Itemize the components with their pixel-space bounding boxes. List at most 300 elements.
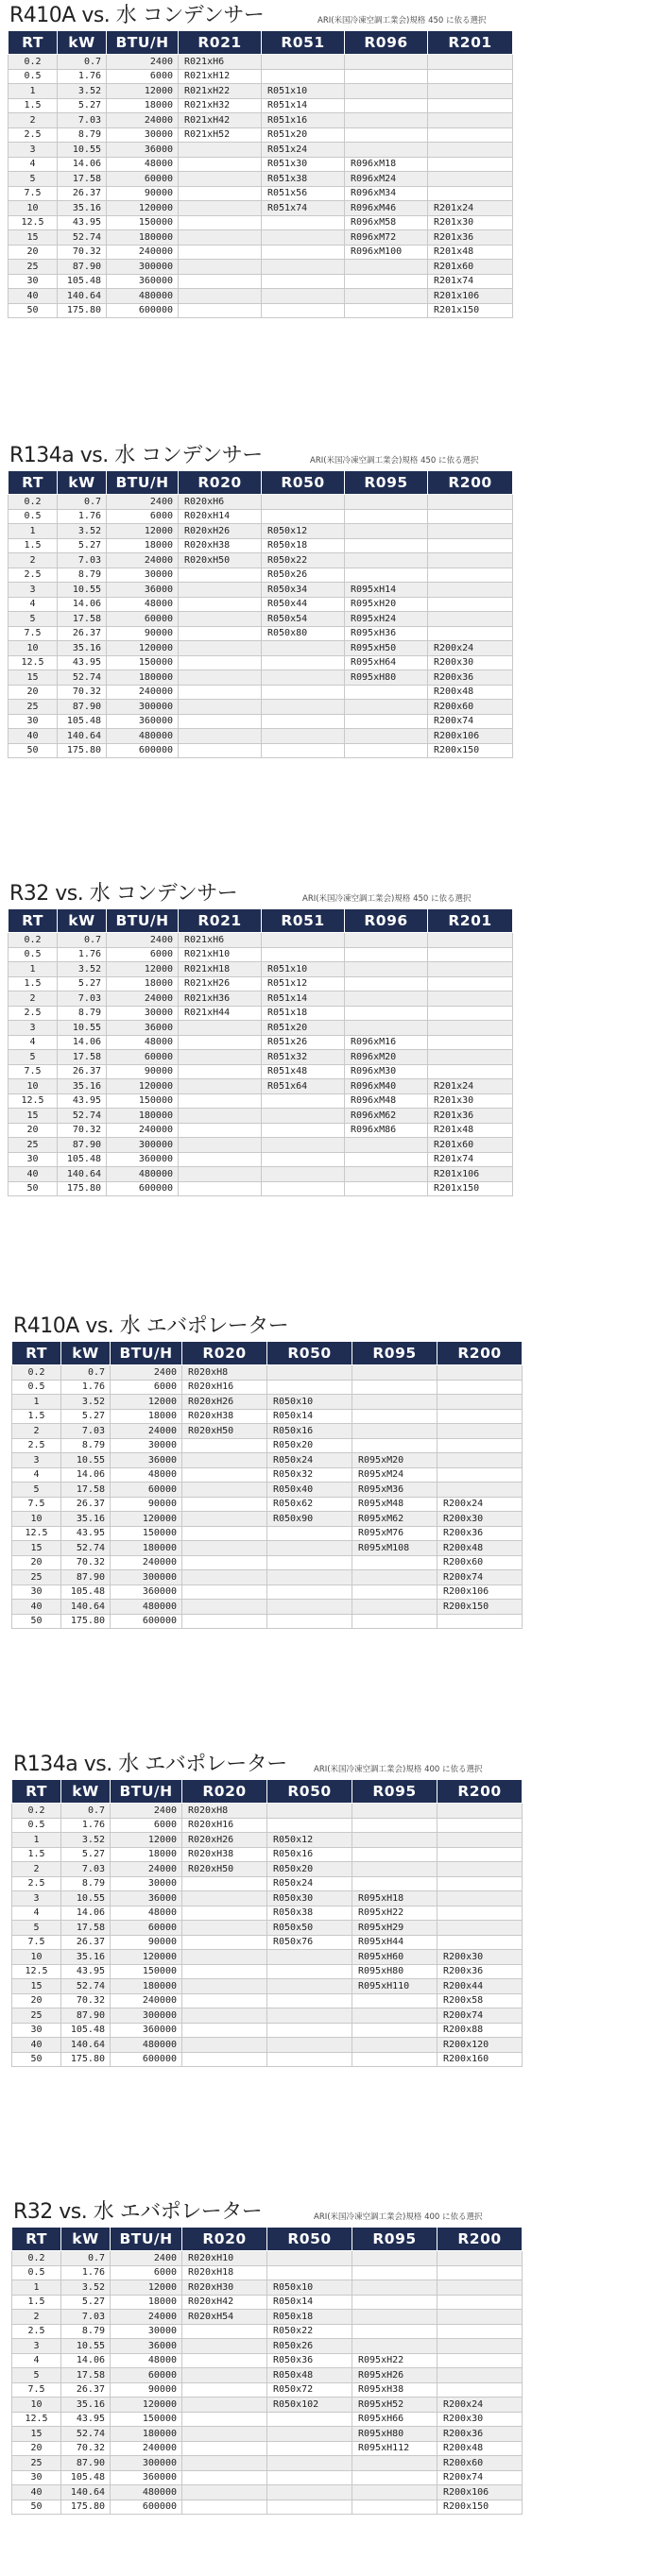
table-row: [9, 186, 513, 201]
rt-cell: 10: [12, 1950, 61, 1965]
btu-cell: 24000: [111, 1424, 182, 1439]
model-cell: [345, 55, 428, 70]
rt-cell: 20: [12, 1555, 61, 1570]
model-cell: [182, 1541, 267, 1556]
model-cell: R201x74: [428, 274, 513, 289]
table-row: [12, 2470, 523, 2485]
model-cell: [345, 743, 428, 758]
btu-cell: 60000: [111, 1921, 182, 1936]
btu-cell: 300000: [111, 2008, 182, 2024]
model-cell: [345, 933, 428, 948]
model-cell: [262, 260, 345, 275]
model-cell: [352, 2456, 438, 2471]
model-cell: [179, 157, 262, 172]
table-row: [12, 1526, 523, 1541]
rt-cell: 15: [12, 1541, 61, 1556]
model-cell: R201x36: [428, 1109, 513, 1124]
model-cell: [438, 2265, 523, 2280]
kw-cell: 43.95: [58, 655, 107, 670]
model-cell: [262, 495, 345, 510]
model-cell: [182, 1453, 267, 1468]
model-cell: R095xM76: [352, 1526, 438, 1541]
table-row: [12, 2339, 523, 2354]
rt-cell: 30: [9, 274, 58, 289]
model-cell: R050x36: [267, 2353, 352, 2368]
table-row: [9, 55, 513, 70]
model-cell: [345, 991, 428, 1007]
table-row: [9, 1035, 513, 1050]
table-row: [9, 1123, 513, 1138]
model-cell: R095xH20: [345, 597, 428, 612]
model-cell: [345, 947, 428, 962]
model-cell: R201x150: [428, 1181, 513, 1196]
model-cell: [352, 2023, 438, 2038]
model-cell: [267, 1950, 352, 1965]
model-cell: R050x76: [267, 1935, 352, 1950]
table-row: [9, 215, 513, 230]
btu-cell: 600000: [107, 1181, 179, 1196]
rt-cell: 10: [9, 641, 58, 656]
kw-cell: 0.7: [61, 2251, 111, 2266]
kw-cell: 175.80: [61, 1614, 111, 1629]
model-cell: [179, 626, 262, 641]
btu-cell: 90000: [111, 1935, 182, 1950]
model-cell: [428, 98, 513, 113]
model-cell: R200x30: [428, 655, 513, 670]
model-cell: R021xH36: [179, 991, 262, 1007]
rt-cell: 0.2: [9, 55, 58, 70]
model-cell: [179, 1079, 262, 1094]
model-cell: [438, 1467, 523, 1483]
model-cell: [267, 2008, 352, 2024]
table-row: [12, 1438, 523, 1453]
btu-cell: 150000: [107, 1093, 179, 1109]
model-cell: [352, 2339, 438, 2354]
kw-cell: 17.58: [61, 1921, 111, 1936]
model-cell: [352, 2280, 438, 2296]
section-header: [11, 1313, 523, 1341]
table-row: [12, 2382, 523, 2398]
btu-cell: 150000: [111, 2412, 182, 2427]
model-cell: [428, 1064, 513, 1079]
model-cell: R200x24: [428, 641, 513, 656]
model-cell: [179, 1064, 262, 1079]
selection-table: [11, 2227, 523, 2515]
table-row: [9, 245, 513, 260]
table-row: [12, 1512, 523, 1527]
table-row: [9, 655, 513, 670]
btu-cell: 300000: [107, 260, 179, 275]
rt-cell: 0.5: [9, 69, 58, 84]
model-cell: [352, 1395, 438, 1410]
model-cell: R096xM62: [345, 1109, 428, 1124]
btu-cell: 150000: [107, 655, 179, 670]
model-cell: [267, 1804, 352, 1819]
model-cell: [267, 1818, 352, 1833]
kw-cell: 87.90: [58, 700, 107, 715]
kw-cell: 26.37: [61, 1935, 111, 1950]
model-cell: R200x30: [438, 1950, 523, 1965]
model-cell: [262, 1138, 345, 1153]
section-title: R410A vs. 水 エバポレーター: [13, 1314, 289, 1338]
rt-cell: 15: [9, 230, 58, 246]
rt-cell: 40: [9, 1167, 58, 1182]
kw-cell: 8.79: [58, 1006, 107, 1021]
table-row: [12, 1541, 523, 1556]
column-header: BTU/H: [111, 1342, 182, 1365]
model-cell: [179, 729, 262, 744]
kw-cell: 140.64: [61, 2038, 111, 2053]
model-cell: [267, 1380, 352, 1395]
model-cell: [352, 2251, 438, 2266]
kw-cell: 87.90: [61, 1570, 111, 1585]
kw-cell: 43.95: [61, 2412, 111, 2427]
model-cell: [179, 1167, 262, 1182]
model-cell: [262, 303, 345, 318]
model-cell: R200x150: [428, 743, 513, 758]
model-cell: R021xH32: [179, 98, 262, 113]
model-cell: [179, 230, 262, 246]
model-cell: R200x120: [438, 2038, 523, 2053]
rt-cell: 20: [9, 245, 58, 260]
btu-cell: 360000: [111, 2023, 182, 2038]
kw-cell: 87.90: [61, 2456, 111, 2471]
model-cell: [345, 685, 428, 700]
rt-cell: 7.5: [9, 186, 58, 201]
model-cell: [182, 2052, 267, 2067]
btu-cell: 48000: [111, 2353, 182, 2368]
model-cell: [182, 2023, 267, 2038]
model-cell: [182, 2353, 267, 2368]
btu-cell: 18000: [107, 976, 179, 991]
model-cell: R051x18: [262, 1006, 345, 1021]
table-row: [12, 2427, 523, 2442]
table-row: [12, 1891, 523, 1907]
kw-cell: 14.06: [58, 597, 107, 612]
model-cell: R200x44: [438, 1979, 523, 1994]
table-row: [9, 98, 513, 113]
btu-cell: 30000: [107, 568, 179, 583]
model-cell: R096xM40: [345, 1079, 428, 1094]
model-cell: [345, 538, 428, 553]
column-header: R095: [352, 2228, 438, 2251]
model-cell: [352, 2324, 438, 2339]
btu-cell: 120000: [111, 2398, 182, 2413]
rt-cell: 5: [12, 1921, 61, 1936]
btu-cell: 24000: [107, 991, 179, 1007]
kw-cell: 52.74: [58, 230, 107, 246]
model-cell: R051x48: [262, 1064, 345, 1079]
rt-cell: 10: [12, 2398, 61, 2413]
model-cell: [428, 962, 513, 977]
kw-cell: 140.64: [61, 1600, 111, 1615]
model-cell: [428, 1050, 513, 1065]
btu-cell: 18000: [107, 538, 179, 553]
kw-cell: 5.27: [61, 1409, 111, 1424]
rt-cell: 30: [12, 1585, 61, 1600]
btu-cell: 30000: [107, 1006, 179, 1021]
model-cell: [345, 1138, 428, 1153]
rt-cell: 20: [9, 685, 58, 700]
kw-cell: 0.7: [61, 1365, 111, 1381]
kw-cell: 43.95: [61, 1526, 111, 1541]
model-cell: R050x16: [267, 1847, 352, 1862]
model-cell: [179, 612, 262, 627]
model-cell: R051x74: [262, 201, 345, 216]
btu-cell: 6000: [107, 69, 179, 84]
rt-cell: 7.5: [12, 1497, 61, 1512]
model-cell: R095xH50: [345, 641, 428, 656]
table-row: [12, 2398, 523, 2413]
model-cell: R095xH44: [352, 1935, 438, 1950]
kw-cell: 52.74: [58, 1109, 107, 1124]
model-cell: R051x26: [262, 1035, 345, 1050]
model-cell: [438, 1424, 523, 1439]
model-cell: R201x60: [428, 260, 513, 275]
model-cell: [182, 1555, 267, 1570]
btu-cell: 12000: [111, 2280, 182, 2296]
rt-cell: 4: [12, 2353, 61, 2368]
btu-cell: 60000: [107, 1050, 179, 1065]
table-row: [12, 2412, 523, 2427]
model-cell: R050x14: [267, 2295, 352, 2310]
table-row: [9, 1079, 513, 1094]
btu-cell: 12000: [107, 524, 179, 539]
model-cell: R096xM100: [345, 245, 428, 260]
kw-cell: 175.80: [58, 743, 107, 758]
model-cell: R021xH6: [179, 933, 262, 948]
model-cell: [179, 743, 262, 758]
column-header: RT: [12, 1780, 61, 1804]
btu-cell: 90000: [107, 1064, 179, 1079]
kw-cell: 35.16: [58, 201, 107, 216]
model-cell: R051x16: [262, 113, 345, 128]
spec-section: [11, 1751, 523, 2067]
table-row: [9, 1152, 513, 1167]
standard-note: ARI(米国冷凍空調工業会)規格 450 に依る選択: [302, 894, 472, 904]
btu-cell: 24000: [111, 2310, 182, 2325]
rt-cell: 7.5: [9, 626, 58, 641]
model-cell: [352, 1862, 438, 1877]
model-cell: [352, 1438, 438, 1453]
table-row: [9, 641, 513, 656]
model-cell: [345, 113, 428, 128]
column-header: BTU/H: [107, 471, 179, 495]
model-cell: R200x58: [438, 1993, 523, 2008]
table-row: [12, 1979, 523, 1994]
rt-cell: 10: [12, 1512, 61, 1527]
btu-cell: 240000: [107, 1123, 179, 1138]
column-header: R050: [267, 1780, 352, 1804]
model-cell: [267, 1585, 352, 1600]
section-title: R32 vs. 水 エバポレーター: [13, 2200, 263, 2224]
kw-cell: 14.06: [58, 1035, 107, 1050]
model-cell: R200x74: [438, 2470, 523, 2485]
rt-cell: 40: [9, 729, 58, 744]
model-cell: [352, 2265, 438, 2280]
table-row: [12, 2008, 523, 2024]
btu-cell: 180000: [111, 1979, 182, 1994]
model-cell: R050x44: [262, 597, 345, 612]
table-row: [9, 113, 513, 128]
kw-cell: 0.7: [58, 495, 107, 510]
model-cell: [352, 1993, 438, 2008]
table-row: [12, 1483, 523, 1498]
model-cell: R050x16: [267, 1424, 352, 1439]
model-cell: [352, 1380, 438, 1395]
model-cell: [182, 1512, 267, 1527]
model-cell: [179, 1152, 262, 1167]
model-cell: R051x32: [262, 1050, 345, 1065]
header-row: [9, 31, 513, 55]
btu-cell: 36000: [111, 2339, 182, 2354]
model-cell: R020xH38: [182, 1847, 267, 1862]
model-cell: [352, 1570, 438, 1585]
rt-cell: 12.5: [12, 1526, 61, 1541]
model-cell: [352, 2485, 438, 2500]
model-cell: R051x30: [262, 157, 345, 172]
model-cell: [262, 1181, 345, 1196]
model-cell: [345, 84, 428, 99]
rt-cell: 12.5: [9, 655, 58, 670]
model-cell: [345, 1152, 428, 1167]
model-cell: R021xH42: [179, 113, 262, 128]
model-cell: R050x90: [267, 1512, 352, 1527]
table-row: [12, 2295, 523, 2310]
model-cell: [428, 127, 513, 143]
table-row: [12, 1380, 523, 1395]
kw-cell: 14.06: [61, 2353, 111, 2368]
rt-cell: 1.5: [12, 1847, 61, 1862]
model-cell: [179, 1138, 262, 1153]
model-cell: R020xH6: [179, 495, 262, 510]
model-cell: [267, 1570, 352, 1585]
btu-cell: 180000: [111, 1541, 182, 1556]
kw-cell: 105.48: [58, 714, 107, 729]
model-cell: [182, 2382, 267, 2398]
rt-cell: 2: [9, 553, 58, 568]
rt-cell: 1: [9, 962, 58, 977]
model-cell: [345, 976, 428, 991]
model-cell: [428, 553, 513, 568]
model-cell: [182, 2441, 267, 2456]
model-cell: R201x30: [428, 215, 513, 230]
model-cell: R050x54: [262, 612, 345, 627]
model-cell: [182, 2500, 267, 2515]
table-row: [12, 1409, 523, 1424]
btu-cell: 480000: [111, 1600, 182, 1615]
model-cell: [267, 2412, 352, 2427]
model-cell: [438, 1804, 523, 1819]
btu-cell: 150000: [111, 1526, 182, 1541]
column-header: R095: [352, 1342, 438, 1365]
column-header: BTU/H: [111, 1780, 182, 1804]
model-cell: R050x24: [267, 1453, 352, 1468]
btu-cell: 300000: [107, 1138, 179, 1153]
btu-cell: 600000: [111, 2500, 182, 2515]
model-cell: R051x20: [262, 1021, 345, 1036]
model-cell: R095xH64: [345, 655, 428, 670]
model-cell: R200x60: [438, 2456, 523, 2471]
btu-cell: 48000: [107, 1035, 179, 1050]
table-row: [12, 1453, 523, 1468]
column-header: R200: [438, 1342, 523, 1365]
rt-cell: 15: [12, 2427, 61, 2442]
model-cell: [182, 2339, 267, 2354]
model-cell: R050x18: [267, 2310, 352, 2325]
kw-cell: 35.16: [58, 641, 107, 656]
model-cell: [182, 1570, 267, 1585]
model-cell: R021xH18: [179, 962, 262, 977]
rt-cell: 0.5: [9, 947, 58, 962]
kw-cell: 140.64: [58, 289, 107, 304]
btu-cell: 24000: [107, 113, 179, 128]
btu-cell: 300000: [107, 700, 179, 715]
model-cell: R050x34: [262, 583, 345, 598]
table-row: [12, 2456, 523, 2471]
model-cell: [267, 2456, 352, 2471]
model-cell: R020xH26: [179, 524, 262, 539]
rt-cell: 2: [12, 1424, 61, 1439]
table-row: [9, 976, 513, 991]
btu-cell: 300000: [111, 2456, 182, 2471]
rt-cell: 0.2: [9, 495, 58, 510]
model-cell: [428, 1006, 513, 1021]
rt-cell: 50: [9, 1181, 58, 1196]
btu-cell: 12000: [111, 1395, 182, 1410]
model-cell: [267, 2038, 352, 2053]
rt-cell: 5: [12, 2368, 61, 2383]
rt-cell: 1: [12, 1395, 61, 1410]
table-row: [9, 933, 513, 948]
standard-note: ARI(米国冷凍空調工業会)規格 450 に依る選択: [310, 456, 479, 466]
kw-cell: 10.55: [58, 143, 107, 158]
btu-cell: 2400: [107, 55, 179, 70]
model-cell: R200x36: [428, 670, 513, 686]
model-cell: R200x88: [438, 2023, 523, 2038]
table-row: [9, 553, 513, 568]
model-cell: [267, 2485, 352, 2500]
model-cell: [352, 2310, 438, 2325]
btu-cell: 6000: [111, 1380, 182, 1395]
model-cell: [438, 1395, 523, 1410]
rt-cell: 12.5: [9, 215, 58, 230]
kw-cell: 3.52: [61, 1395, 111, 1410]
rt-cell: 20: [9, 1123, 58, 1138]
model-cell: R020xH50: [182, 1862, 267, 1877]
model-cell: R050x38: [267, 1906, 352, 1921]
kw-cell: 26.37: [58, 626, 107, 641]
rt-cell: 2: [9, 113, 58, 128]
kw-cell: 52.74: [61, 2427, 111, 2442]
model-cell: [428, 69, 513, 84]
kw-cell: 1.76: [58, 509, 107, 524]
rt-cell: 1.5: [12, 2295, 61, 2310]
rt-cell: 0.2: [12, 2251, 61, 2266]
table-row: [12, 2310, 523, 2325]
model-cell: [262, 1123, 345, 1138]
table-row: [12, 1600, 523, 1615]
model-cell: [352, 2038, 438, 2053]
model-cell: R050x24: [267, 1876, 352, 1891]
rt-cell: 1: [9, 84, 58, 99]
table-row: [12, 1818, 523, 1833]
model-cell: [352, 2500, 438, 2515]
section-header: [8, 880, 513, 908]
model-cell: R200x106: [438, 2485, 523, 2500]
model-cell: R095xH66: [352, 2412, 438, 2427]
model-cell: R020xH16: [182, 1380, 267, 1395]
